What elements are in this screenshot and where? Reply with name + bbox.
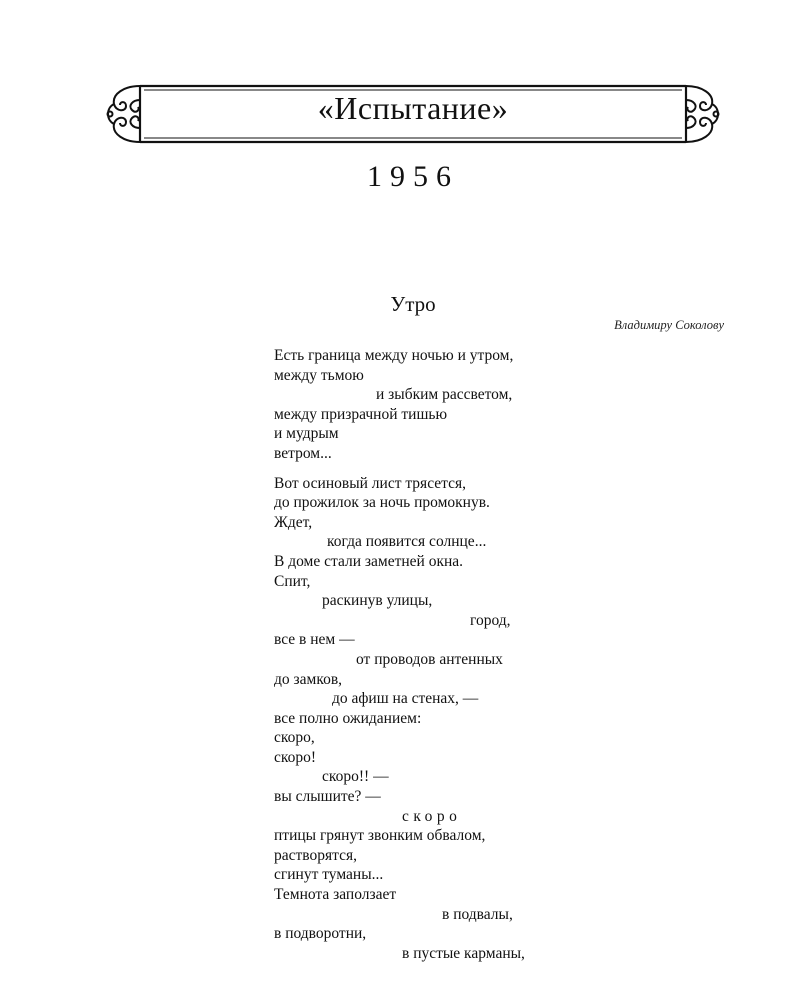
poem-body bbox=[274, 346, 754, 963]
poem-line: все в нем — bbox=[274, 631, 355, 649]
poem-line: растворятся, bbox=[274, 846, 357, 864]
poem-line: и мудрым bbox=[274, 425, 339, 443]
poem-line: до замков, bbox=[274, 670, 343, 688]
poem-line: Есть граница между ночью и утром, bbox=[274, 347, 514, 364]
section-title: «Испытание» bbox=[317, 90, 509, 126]
poem-line: раскинув улицы, bbox=[322, 592, 433, 610]
stanza-gap bbox=[274, 464, 754, 474]
poem-line: Ждет, bbox=[274, 513, 313, 531]
poem-dedication: Владимиру Соколову bbox=[614, 318, 724, 332]
poem-line: Спит, bbox=[274, 572, 311, 590]
poem-line: скоро, bbox=[274, 729, 315, 747]
poem-line: птицы грянут звонким обвалом, bbox=[274, 827, 486, 845]
poem-line: в подворотни, bbox=[274, 925, 367, 943]
poem-line: между тьмою bbox=[274, 366, 364, 384]
poem-line: город, bbox=[470, 611, 511, 629]
poem-line: скоро!! — bbox=[322, 768, 389, 786]
poem-line: вы слышите? — bbox=[274, 788, 381, 806]
poem-line: Темнота заползает bbox=[274, 886, 397, 904]
poem-line: когда появится солнце... bbox=[327, 533, 487, 551]
section-year: 1956 bbox=[367, 160, 459, 193]
poem-line: до афиш на стенах, — bbox=[332, 690, 479, 708]
poem-line: В доме стали заметней окна. bbox=[274, 552, 464, 570]
poem-line: сгинут туманы... bbox=[274, 866, 384, 884]
poem-line: скоро bbox=[402, 807, 462, 825]
poem-line: от проводов антенных bbox=[356, 650, 503, 668]
poem-line: ветром... bbox=[274, 444, 332, 462]
poem-line: все полно ожиданием: bbox=[274, 709, 422, 727]
poem-line: скоро! bbox=[274, 748, 317, 766]
poem-line: в подвалы, bbox=[442, 905, 513, 923]
poem-line: и зыбким рассветом, bbox=[376, 386, 513, 404]
poem-line: в пустые карманы, bbox=[402, 944, 525, 962]
poem-line: до прожилок за ночь промокнув. bbox=[274, 494, 490, 512]
poem-line: между призрачной тишью bbox=[274, 405, 448, 423]
poem-title: Утро bbox=[390, 292, 436, 316]
poem-line: Вот осиновый лист трясется, bbox=[274, 474, 466, 492]
